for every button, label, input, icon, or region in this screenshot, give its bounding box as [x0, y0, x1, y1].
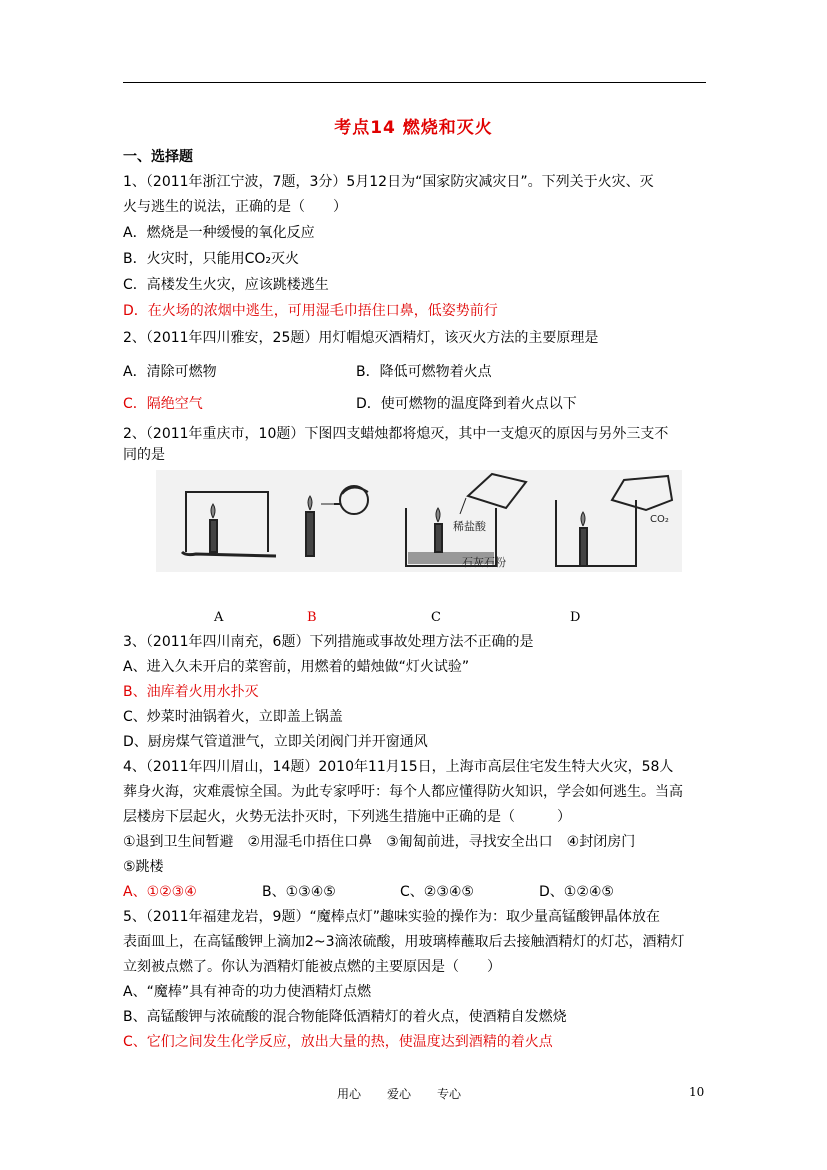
q4-stem-line4: ①退到卫生间暂避 ②用湿毛巾捂住口鼻 ③匍匐前进，寻找安全出口 ④封闭房门	[123, 834, 636, 850]
q2b-stem-line2: 同的是	[123, 447, 165, 463]
figure-label-co2: CO₂	[650, 514, 669, 525]
q3-stem: 3、（2011年四川南充，6题）下列措施或事故处理方法不正确的是	[123, 634, 534, 650]
q3-option-c: C、炒菜时油锅着火，立即盖上锅盖	[123, 709, 343, 725]
q2a-option-c-answer: C．隔绝空气	[123, 396, 203, 412]
q4-option-c: C、②③④⑤	[400, 884, 474, 900]
q5-option-c-answer: C、它们之间发生化学反应，放出大量的热，使温度达到酒精的着火点	[123, 1034, 553, 1050]
candle-experiment-figure	[156, 470, 682, 572]
q1-option-c: C．高楼发生火灾，应该跳楼逃生	[123, 277, 329, 293]
page-number: 10	[689, 1085, 705, 1099]
figure-label-a: A	[214, 610, 224, 625]
q5-stem-line1: 5、（2011年福建龙岩，9题）“魔棒点灯”趣味实验的操作为：取少量高锰酸钾晶体放在	[123, 909, 660, 925]
header-rule	[123, 82, 706, 83]
page-title: 考点14 燃烧和灭火	[334, 118, 493, 138]
q1-option-a: A．燃烧是一种缓慢的氧化反应	[123, 225, 315, 241]
q4-stem-line1: 4、（2011年四川眉山，14题）2010年11月15日，上海市高层住宅发生特大火灾，58人	[123, 759, 674, 775]
q1-stem-line1: 1、（2011年浙江宁波，7题，3分）5月12日为“国家防灾减灾日”。下列关于火灾、灭	[123, 174, 654, 190]
q5-option-a: A、“魔棒”具有神奇的功力使酒精灯点燃	[123, 984, 372, 1000]
q5-stem-line3: 立刻被点燃了。你认为酒精灯能被点燃的主要原因是（ ）	[123, 959, 501, 975]
q3-option-a: A、进入久未开启的菜窖前，用燃着的蜡烛做“灯火试验”	[123, 659, 470, 675]
section-heading: 一、选择题	[123, 149, 193, 165]
q5-option-b: B、高锰酸钾与浓硫酸的混合物能降低酒精灯的着火点，使酒精自发燃烧	[123, 1009, 567, 1025]
q4-stem-line5: ⑤跳楼	[123, 859, 164, 875]
footer-text-3: 专心	[437, 1087, 462, 1101]
q4-stem-line2: 葬身火海，灾难震惊全国。为此专家呼吁：每个人都应懂得防火知识，学会如何逃生。当高	[123, 784, 683, 800]
q4-option-a-answer: A、①②③④	[123, 884, 197, 900]
q1-option-d-answer: D．在火场的浓烟中逃生，可用湿毛巾捂住口鼻，低姿势前行	[123, 303, 498, 319]
figure-label-acid: 稀盐酸	[453, 520, 486, 533]
figure-label-b-answer: B	[307, 610, 317, 625]
q1-stem-line2: 火与逃生的说法，正确的是（ ）	[123, 199, 347, 215]
q2a-option-a: A．清除可燃物	[123, 364, 217, 380]
q3-option-d: D、厨房煤气管道泄气，立即关闭阀门并开窗通风	[123, 734, 428, 750]
footer-text-2: 爱心	[387, 1087, 412, 1101]
q5-stem-line2: 表面皿上，在高锰酸钾上滴加2~3滴浓硫酸，用玻璃棒蘸取后去接触酒精灯的灯芯，酒精灯	[123, 934, 685, 950]
figure-label-limestone: 石灰石粉	[462, 556, 506, 569]
q3-option-b-answer: B、油库着火用水扑灭	[123, 684, 259, 700]
q2a-stem: 2、（2011年四川雅安，25题）用灯帽熄灭酒精灯，该灭火方法的主要原理是	[123, 330, 599, 346]
q4-stem-line3: 层楼房下层起火，火势无法扑灭时，下列逃生措施中正确的是（ ）	[123, 809, 571, 825]
q2a-option-b: B．降低可燃物着火点	[356, 364, 492, 380]
q4-option-d: D、①②④⑤	[539, 884, 614, 900]
q1-option-b: B．火灾时，只能用CO₂灭火	[123, 251, 300, 267]
footer-text-1: 用心	[337, 1087, 362, 1101]
q2b-stem-line1: 2、（2011年重庆市，10题）下图四支蜡烛都将熄灭，其中一支熄灭的原因与另外三支不	[123, 426, 669, 442]
q4-option-b: B、①③④⑤	[262, 884, 336, 900]
figure-label-c: C	[431, 610, 441, 625]
figure-label-d: D	[570, 610, 581, 625]
q2a-option-d: D．使可燃物的温度降到着火点以下	[356, 396, 577, 412]
